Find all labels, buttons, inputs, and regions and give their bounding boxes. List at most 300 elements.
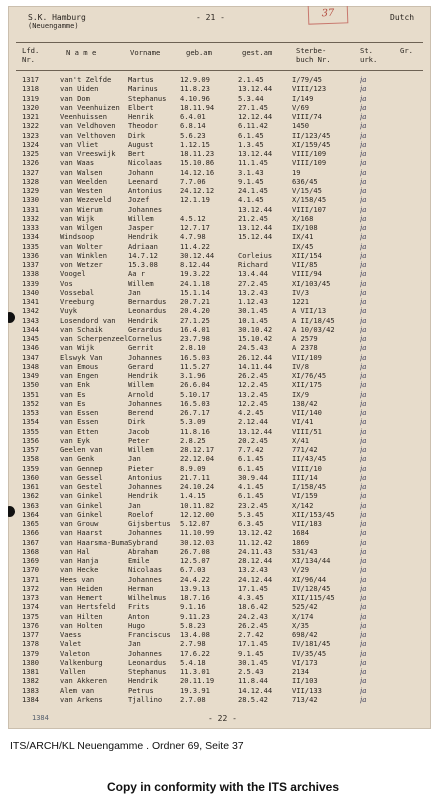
row-certificate-mark: ja <box>360 195 367 205</box>
row-number: 1336 <box>22 250 40 260</box>
row-certificate-mark: ja <box>360 482 367 491</box>
row-death-date: 28.12.44 <box>238 556 273 565</box>
row-register-number: I/79/45 <box>292 75 322 84</box>
row-death-date: 13.12.44 <box>238 223 273 232</box>
page-header <box>20 13 421 30</box>
table-row <box>8 547 431 556</box>
table-row <box>8 334 431 343</box>
row-birth-date: 12.1.19 <box>180 195 210 205</box>
row-register-number: V/29 <box>292 565 310 575</box>
row-surname: van Hecke <box>60 565 99 575</box>
table-row <box>8 260 431 269</box>
row-certificate-mark: ja <box>360 445 367 454</box>
row-firstname: Adriaan <box>128 241 158 251</box>
row-firstname: Willem <box>128 213 154 223</box>
row-firstname: Johannes <box>128 398 163 408</box>
row-firstname: Johannes <box>128 204 163 214</box>
row-birth-date: 26.7.08 <box>180 546 210 556</box>
row-death-date: 3.1.43 <box>238 167 264 177</box>
row-death-date: 11.12.42 <box>238 537 273 547</box>
row-certificate-mark: ja <box>360 112 367 121</box>
row-birth-date: 24.12.12 <box>180 186 215 195</box>
row-birth-date: 30.12.44 <box>180 250 215 260</box>
row-surname: van Dom <box>60 93 90 103</box>
row-certificate-mark: ja <box>360 260 367 269</box>
table-row <box>8 501 431 510</box>
row-register-number: X/174 <box>292 611 314 621</box>
row-number: 1384 <box>22 694 40 704</box>
row-surname: Elswyk Van <box>60 352 103 362</box>
row-surname: van Hanja <box>60 556 99 565</box>
row-register-number: XII/175 <box>292 380 322 390</box>
row-surname: van Wijk <box>60 343 95 353</box>
table-row <box>8 649 431 658</box>
row-number: 1348 <box>22 361 40 371</box>
row-birth-date: 18.7.16 <box>180 593 210 602</box>
row-death-date: 9.1.45 <box>238 648 264 658</box>
row-birth-date: 2.7.08 <box>180 694 206 704</box>
row-firstname: Bernardus <box>128 297 167 306</box>
row-surname: van Vreeswijk <box>60 149 116 158</box>
row-number: 1340 <box>22 287 40 297</box>
row-firstname: Leonardus <box>128 306 167 316</box>
col-geb: geb.am <box>186 48 212 57</box>
row-birth-date: 5.10.17 <box>180 389 210 399</box>
table-row <box>8 445 431 454</box>
row-certificate-mark: ja <box>360 149 367 158</box>
row-certificate-mark: ja <box>360 500 367 510</box>
row-firstname: Sybrand <box>128 537 158 547</box>
row-register-number: III/14 <box>292 472 318 482</box>
row-birth-date: 6.7.03 <box>180 565 206 575</box>
row-register-number: VIII/109 <box>292 149 327 158</box>
row-surname: van Etten <box>60 426 99 436</box>
row-death-date: 7.7.42 <box>238 445 264 454</box>
row-register-number: V/69 <box>292 102 310 112</box>
row-number: 1375 <box>22 611 40 621</box>
table-row <box>8 316 431 325</box>
row-surname: van Wolter <box>60 241 103 251</box>
row-death-date: 12.12.44 <box>238 112 273 121</box>
row-firstname: Peter <box>128 435 150 445</box>
row-surname: van Ginkel <box>60 491 103 501</box>
row-death-date: 30.10.42 <box>238 324 273 334</box>
table-row <box>8 399 431 408</box>
row-certificate-mark: ja <box>360 454 367 464</box>
row-surname: van Ginkel <box>60 500 103 510</box>
row-register-number: 531/43 <box>292 546 318 556</box>
row-number: 1327 <box>22 167 40 177</box>
row-surname: van Gestel <box>60 482 103 491</box>
table-row <box>8 325 431 334</box>
row-number: 1376 <box>22 620 40 630</box>
conformity-note: Copy in conformity with the ITS archives <box>106 780 340 794</box>
row-number: 1331 <box>22 204 40 214</box>
header-rule-bottom <box>16 70 423 71</box>
row-register-number: VI/41 <box>292 417 314 427</box>
row-certificate-mark: ja <box>360 389 367 399</box>
row-number: 1372 <box>22 583 40 593</box>
table-row <box>8 131 431 140</box>
row-register-number: VIII/10 <box>292 463 322 473</box>
header-nationality: Dutch <box>390 13 415 22</box>
row-number: 1343 <box>22 315 40 325</box>
row-certificate-mark: ja <box>360 602 367 612</box>
row-death-date: 2.12.44 <box>238 417 268 427</box>
row-birth-date: 21.7.11 <box>180 472 210 482</box>
row-death-date: 13.2.43 <box>238 565 268 575</box>
row-birth-date: 27.1.25 <box>180 315 210 325</box>
table-row <box>8 667 431 676</box>
row-number: 1341 <box>22 297 40 306</box>
row-surname: van Genk <box>60 454 95 464</box>
row-number: 1318 <box>22 84 40 94</box>
row-certificate-mark: ja <box>360 324 367 334</box>
table-row <box>8 232 431 241</box>
row-birth-date: 13.4.08 <box>180 630 210 639</box>
row-birth-date: 5.3.09 <box>180 417 206 427</box>
col-st-line1: St. <box>360 46 373 55</box>
row-death-date: 30.9.44 <box>238 472 268 482</box>
table-row <box>8 612 431 621</box>
row-death-date: 6.3.45 <box>238 519 264 528</box>
row-number: 1332 <box>22 213 40 223</box>
row-number: 1361 <box>22 482 40 491</box>
row-death-date: 6.11.42 <box>238 121 268 131</box>
row-firstname: Pieter <box>128 463 154 473</box>
row-surname: van Wierum <box>60 204 103 214</box>
row-register-number: A 2378 <box>292 343 318 353</box>
table-row <box>8 140 431 149</box>
row-firstname: Arnold <box>128 389 154 399</box>
row-number: 1353 <box>22 408 40 417</box>
row-certificate-mark: ja <box>360 556 367 565</box>
row-certificate-mark: ja <box>360 186 367 195</box>
row-firstname: Hendrik <box>128 232 158 242</box>
row-number: 1362 <box>22 491 40 501</box>
row-firstname: Emile <box>128 556 150 565</box>
row-firstname: Gerrit <box>128 343 154 353</box>
row-firstname: Dirk <box>128 130 146 140</box>
row-death-date: 4.1.45 <box>238 482 264 491</box>
row-certificate-mark: ja <box>360 241 367 251</box>
row-certificate-mark: ja <box>360 667 367 676</box>
col-name: N a m e <box>66 48 97 57</box>
row-death-date: 13.2.43 <box>238 287 268 297</box>
row-firstname: Theodor <box>128 121 158 131</box>
row-death-date: 6.1.45 <box>238 130 264 140</box>
row-certificate-mark: ja <box>360 121 367 131</box>
row-register-number: 138/42 <box>292 398 318 408</box>
row-number: 1354 <box>22 417 40 427</box>
table-row <box>8 491 431 500</box>
table-row <box>8 251 431 260</box>
row-surname: Geelen van <box>60 445 103 454</box>
row-birth-date: 8.9.09 <box>180 463 206 473</box>
row-surname: van Emous <box>60 361 99 371</box>
row-surname: van Grouw <box>60 519 99 528</box>
row-death-date: 6.1.45 <box>238 491 264 501</box>
row-surname: Vreeburg <box>60 297 95 306</box>
row-surname: van Wilgen <box>60 223 103 232</box>
row-register-number: 1684 <box>292 528 310 538</box>
row-register-number: X/41 <box>292 435 310 445</box>
table-row <box>8 112 431 121</box>
row-firstname: Willem <box>128 445 154 454</box>
table-row <box>8 390 431 399</box>
row-birth-date: 12.5.07 <box>180 556 210 565</box>
table-row <box>8 464 431 473</box>
row-birth-date: 24.1.18 <box>180 278 210 288</box>
row-death-date: 11.8.44 <box>238 676 268 686</box>
row-birth-date: 18.11.94 <box>180 102 215 112</box>
row-certificate-mark: ja <box>360 620 367 630</box>
row-birth-date: 13.9.13 <box>180 583 210 593</box>
row-register-number: 19 <box>292 167 301 177</box>
row-certificate-mark: ja <box>360 315 367 325</box>
row-number: 1378 <box>22 639 40 649</box>
row-surname: van Veenhuizen <box>60 102 120 112</box>
row-firstname: Bert <box>128 149 146 158</box>
row-firstname: Gerard <box>128 361 154 371</box>
table-row <box>8 158 431 167</box>
row-firstname: Gijsbertus <box>128 519 171 528</box>
table-row <box>8 473 431 482</box>
row-register-number: IX/45 <box>292 241 314 251</box>
row-number: 1364 <box>22 509 40 519</box>
row-firstname: Frits <box>128 602 150 612</box>
row-certificate-mark: ja <box>360 426 367 436</box>
row-birth-date: 30.12.03 <box>180 537 215 547</box>
row-register-number: XII/154 <box>292 250 322 260</box>
row-death-date: 13.12.44 <box>238 204 273 214</box>
table-row <box>8 75 431 84</box>
table-row <box>8 575 431 584</box>
row-death-date: 18.6.42 <box>238 602 268 612</box>
row-firstname: Stephanus <box>128 667 167 676</box>
row-number: 1324 <box>22 139 40 149</box>
row-certificate-mark: ja <box>360 167 367 177</box>
row-birth-date: 2.8.10 <box>180 343 206 353</box>
row-surname: Voogel <box>60 269 86 279</box>
col-gr: Gr. <box>400 46 413 55</box>
row-birth-date: 12.12.00 <box>180 509 215 519</box>
table-row <box>8 380 431 389</box>
table-row <box>8 621 431 630</box>
row-register-number: XI/76/45 <box>292 371 327 380</box>
row-surname: van Hemert <box>60 593 103 602</box>
row-certificate-mark: ja <box>360 176 367 186</box>
page-footer-number: - 22 - <box>208 714 237 723</box>
row-surname: van Essen <box>60 417 99 427</box>
row-certificate-mark: ja <box>360 334 367 343</box>
row-number: 1366 <box>22 528 40 538</box>
row-death-date: Richard <box>238 260 268 269</box>
row-death-date: 14.12.44 <box>238 685 273 695</box>
table-row <box>8 223 431 232</box>
row-surname: van Wijk <box>60 213 95 223</box>
table-row <box>8 149 431 158</box>
table-row <box>8 297 431 306</box>
table-row <box>8 371 431 380</box>
row-firstname: Leonardus <box>128 657 167 667</box>
table-row <box>8 538 431 547</box>
row-birth-date: 26.7.17 <box>180 408 210 417</box>
row-number: 1334 <box>22 232 40 242</box>
row-register-number: I/158/45 <box>292 482 327 491</box>
row-surname: Valet <box>60 639 82 649</box>
row-birth-date: 9.1.16 <box>180 602 206 612</box>
row-firstname: Stephanus <box>128 93 167 103</box>
row-firstname: Johannes <box>128 648 163 658</box>
row-death-date: 4.1.45 <box>238 195 264 205</box>
table-row <box>8 279 431 288</box>
row-number: 1370 <box>22 565 40 575</box>
row-surname: Valeton <box>60 648 90 658</box>
row-firstname: Johannes <box>128 352 163 362</box>
row-firstname: Johannes <box>128 482 163 491</box>
col-nr-line1: Lfd. <box>22 46 40 55</box>
table-row <box>8 519 431 528</box>
col-nr-line2: Nr. <box>22 55 35 64</box>
row-birth-date: 4.7.98 <box>180 232 206 242</box>
row-birth-date: 4.5.12 <box>180 213 206 223</box>
row-register-number: 1869 <box>292 537 310 547</box>
col-vorname: Vorname <box>130 48 161 57</box>
row-certificate-mark: ja <box>360 694 367 704</box>
row-death-date: 28.5.42 <box>238 694 268 704</box>
row-birth-date: 1.12.15 <box>180 139 210 149</box>
table-row <box>8 528 431 537</box>
row-number: 1333 <box>22 223 40 232</box>
row-certificate-mark: ja <box>360 657 367 667</box>
row-surname: van Arkens <box>60 694 103 704</box>
row-surname: van Scherpenzeel <box>60 334 129 343</box>
row-death-date: 24.11.43 <box>238 546 273 556</box>
row-number: 1374 <box>22 602 40 612</box>
table-row <box>8 362 431 371</box>
row-surname: van Hilten <box>60 611 103 621</box>
row-death-date: 12.2.45 <box>238 380 268 390</box>
table-row <box>8 695 431 704</box>
row-certificate-mark: ja <box>360 75 367 84</box>
row-number: 1329 <box>22 186 40 195</box>
row-firstname: Elbert <box>128 102 154 112</box>
row-register-number: VII/109 <box>292 352 322 362</box>
table-row <box>8 427 431 436</box>
row-certificate-mark: ja <box>360 139 367 149</box>
row-register-number: 2134 <box>292 667 310 676</box>
row-birth-date: 11.4.22 <box>180 241 210 251</box>
row-firstname: Hendrik <box>128 676 158 686</box>
row-number: 1338 <box>22 269 40 279</box>
row-register-number: 525/42 <box>292 602 318 612</box>
row-birth-date: 15.1.14 <box>180 287 210 297</box>
row-surname: von Wetzer <box>60 260 103 269</box>
row-surname: van Es <box>60 389 86 399</box>
row-register-number: V/15/45 <box>292 186 322 195</box>
row-register-number: IX/9 <box>292 389 310 399</box>
row-surname: van't Zelfde <box>60 75 112 84</box>
row-number: 1319 <box>22 93 40 103</box>
row-birth-date: 23.7.98 <box>180 334 210 343</box>
row-death-date: 2.5.43 <box>238 667 264 676</box>
table-row <box>8 84 431 93</box>
row-certificate-mark: ja <box>360 583 367 593</box>
row-register-number: A 2579 <box>292 334 318 343</box>
last-row-number: 1384 <box>32 714 49 722</box>
row-certificate-mark: ja <box>360 546 367 556</box>
row-birth-date: 4.10.96 <box>180 93 210 103</box>
row-number: 1328 <box>22 176 40 186</box>
row-register-number: A 10/03/42 <box>292 324 335 334</box>
row-register-number: 771/42 <box>292 445 318 454</box>
table-row <box>8 353 431 362</box>
row-firstname: Antonius <box>128 472 163 482</box>
row-birth-date: 22.12.04 <box>180 454 215 464</box>
row-surname: van Gessel <box>60 472 103 482</box>
table-row <box>8 630 431 639</box>
row-certificate-mark: ja <box>360 250 367 260</box>
table-row <box>8 186 431 195</box>
row-birth-date: 11.8.23 <box>180 84 210 94</box>
row-certificate-mark: ja <box>360 361 367 371</box>
row-firstname: Aa r <box>128 269 146 279</box>
row-death-date: 4.2.45 <box>238 408 264 417</box>
row-certificate-mark: ja <box>360 435 367 445</box>
document-page <box>8 6 431 729</box>
row-firstname: Wilhelmus <box>128 593 167 602</box>
row-surname: van Velthoven <box>60 130 116 140</box>
row-surname: van Heiden <box>60 583 103 593</box>
row-certificate-mark: ja <box>360 463 367 473</box>
row-register-number: X/35 <box>292 620 310 630</box>
table-row <box>8 658 431 667</box>
row-birth-date: 15.10.86 <box>180 158 215 168</box>
row-death-date: 13.12.44 <box>238 84 273 94</box>
row-surname: van Veldhoven <box>60 121 116 131</box>
row-birth-date: 6.8.14 <box>180 121 206 131</box>
row-birth-date: 19.3.22 <box>180 269 210 279</box>
row-register-number: XII/153/45 <box>292 509 335 519</box>
row-firstname: Cornelus <box>128 334 163 343</box>
row-certificate-mark: ja <box>360 417 367 427</box>
header-page-number: - 21 - <box>196 13 225 22</box>
row-surname: Vos <box>60 278 73 288</box>
row-death-date: 9.1.45 <box>238 176 264 186</box>
row-death-date: 2.1.45 <box>238 75 264 84</box>
row-firstname: Berend <box>128 408 154 417</box>
row-death-date: 4.3.45 <box>238 593 264 602</box>
row-firstname: Johannes <box>128 574 163 584</box>
page-stamp: 37 <box>308 6 349 25</box>
row-number: 1357 <box>22 445 40 454</box>
row-certificate-mark: ja <box>360 528 367 538</box>
row-register-number: XI/134/44 <box>292 556 331 565</box>
row-death-date: 24.5.43 <box>238 343 268 353</box>
row-number: 1344 <box>22 324 40 334</box>
row-number: 1355 <box>22 426 40 436</box>
row-death-date: 24.1.45 <box>238 186 268 195</box>
row-number: 1339 <box>22 278 40 288</box>
row-firstname: Johannes <box>128 528 163 538</box>
col-gest: gest.am <box>242 48 273 57</box>
row-birth-date: 5.8.23 <box>180 620 206 630</box>
row-number: 1351 <box>22 389 40 399</box>
row-surname: van Walsen <box>60 167 103 177</box>
row-number: 1346 <box>22 343 40 353</box>
row-register-number: VIII/94 <box>292 269 322 279</box>
